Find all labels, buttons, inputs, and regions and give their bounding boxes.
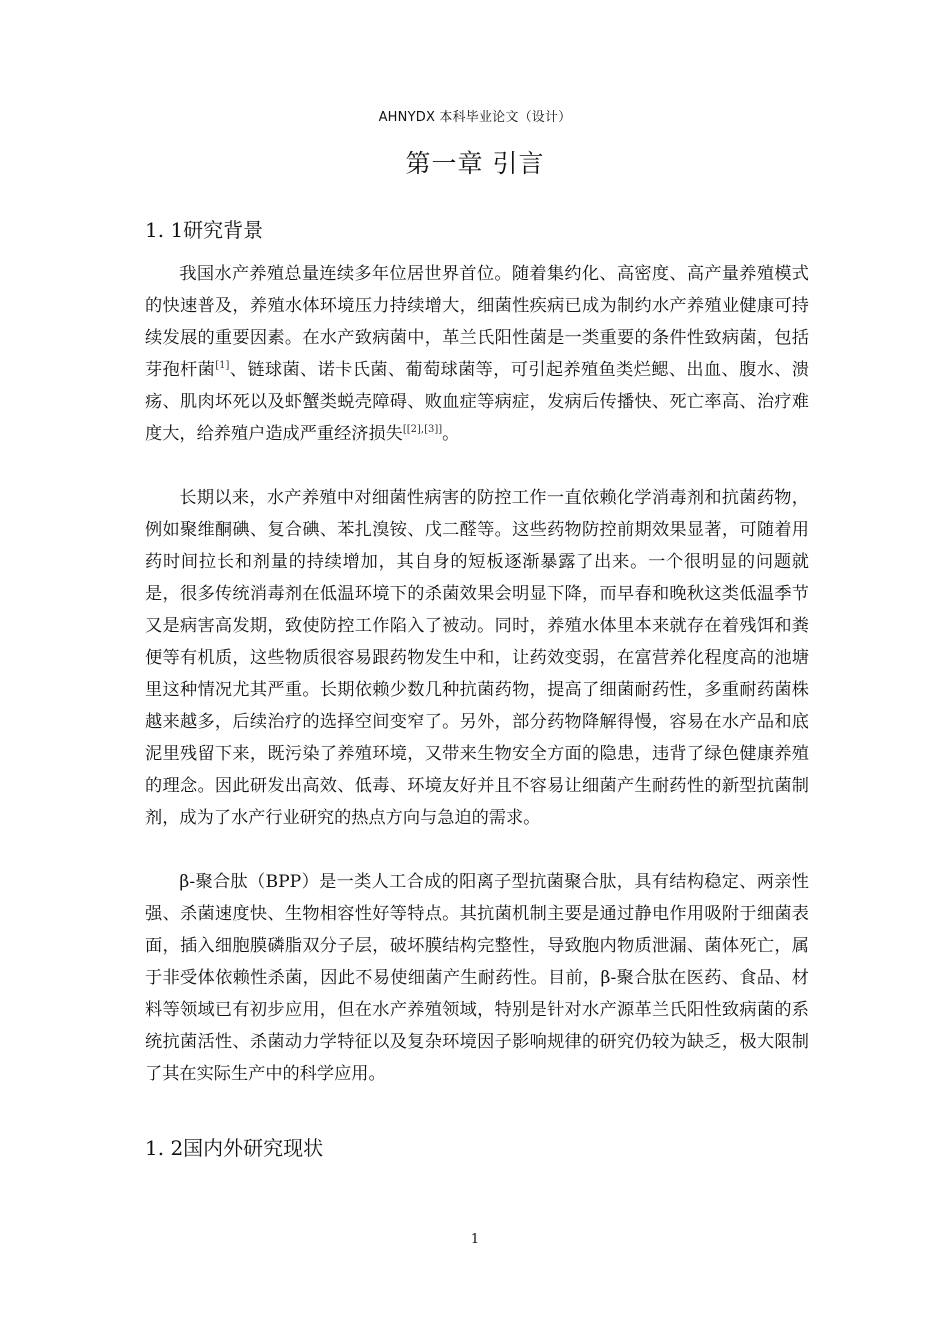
citation-ref-1[interactable]: [1] (215, 360, 230, 371)
paragraph-text: 长期以来，水产养殖中对细菌性病害的防控工作一直依赖化学消毒剂和抗菌药物，例如聚维酮碘、复合碘、苯扎溴铵、戊二醛等。这些药物防控前期效果显著，可随着用药时间拉长和剂量的持续增加，其自身的短板逐渐暴露了出来。一个很明显的问题就是，很多传统消毒剂在低温环境下的杀菌效果会明显下降，而早春和晚秋这类低温季节又是病害高发期，致使防控工作陷入了被动。同时，养殖水体里本来就存在着残饵和粪便等有机质，这些物质很容易跟药物发生中和，让药效变弱，在富营养化程度高的池塘里这种情况尤其严重。长期依赖少数几种抗菌药物，提高了细菌耐药性，多重耐药菌株越来越多，后续治疗的选择空间变窄了。另外，部分药物降解得慢，容易在水产品和底泥里残留下来，既污染了养殖环境，又带来生物安全方面的隐患，违背了绿色健康养殖的理念。因此研发出高效、低毒、环境友好并且不容易让细菌产生耐药性的新型抗菌制剂，成为了水产行业研究的热点方向与急迫的需求。 (145, 488, 809, 828)
section-number: 1. 1 (145, 218, 184, 242)
paragraph-text (145, 258, 809, 450)
section-title-text: 国内外研究现状 (183, 1136, 324, 1160)
paragraph-text: β-聚合肽（BPP）是一类人工合成的阳离子型抗菌聚合肽，具有结构稳定、两亲性强、杀菌速度快、生物相容性好等特点。其抗菌机制主要是通过静电作用吸附于细菌表面，插入细胞膜磷脂双分子层，破坏膜结构完整性，导致胞内物质泄漏、菌体死亡，属于非受体依赖性杀菌，因此不易使细菌产生耐药性。目前，β-聚合肽在医药、食品、材料等领域已有初步应用，但在水产养殖领域，特别是针对水产源革兰氏阳性致病菌的系统抗菌活性、杀菌动力学特征以及复杂环境因子影响规律的研究仍较为缺乏，极大限制了其在实际生产中的科学应用。 (145, 872, 809, 1084)
section-title-text: 研究背景 (183, 218, 264, 242)
paragraph-segment: 我国水产养殖总量连续多年位居世界首位。随着集约化、高密度、高产量养殖模式的快速普及，养殖水体环境压力持续增大，细菌性疾病已成为制约水产养殖业健康可持续发展的重要因素。在水产致病菌中，革兰氏阳性菌是一类重要的条件性致病菌，包括芽孢杆菌 (145, 264, 809, 380)
section-heading-1-2 (145, 1134, 323, 1162)
citation-ref-2-3[interactable]: [[2],[3]] (402, 424, 443, 435)
section-number: 1. 2 (145, 1136, 184, 1160)
paragraph-segment: 。 (442, 424, 460, 444)
running-header: AHNYDX 本科毕业论文（设计） (378, 110, 572, 125)
paragraph-background-1 (145, 258, 809, 450)
section-heading-1-1 (145, 216, 263, 244)
paragraph-background-2 (145, 482, 809, 834)
chapter-title: 第一章 引言 (405, 149, 545, 178)
paragraph-background-3 (145, 866, 809, 1090)
page-number: 1 (470, 1232, 480, 1247)
paragraph-segment: 、链球菌、诺卡氏菌、葡萄球菌等，可引起养殖鱼类烂鳃、出血、腹水、溃疡、肌肉坏死以及虾蟹类蜕壳障碍、败血症等病症，发病后传播快、死亡率高、治疗难度大，给养殖户造成严重经济损失 (145, 360, 809, 444)
